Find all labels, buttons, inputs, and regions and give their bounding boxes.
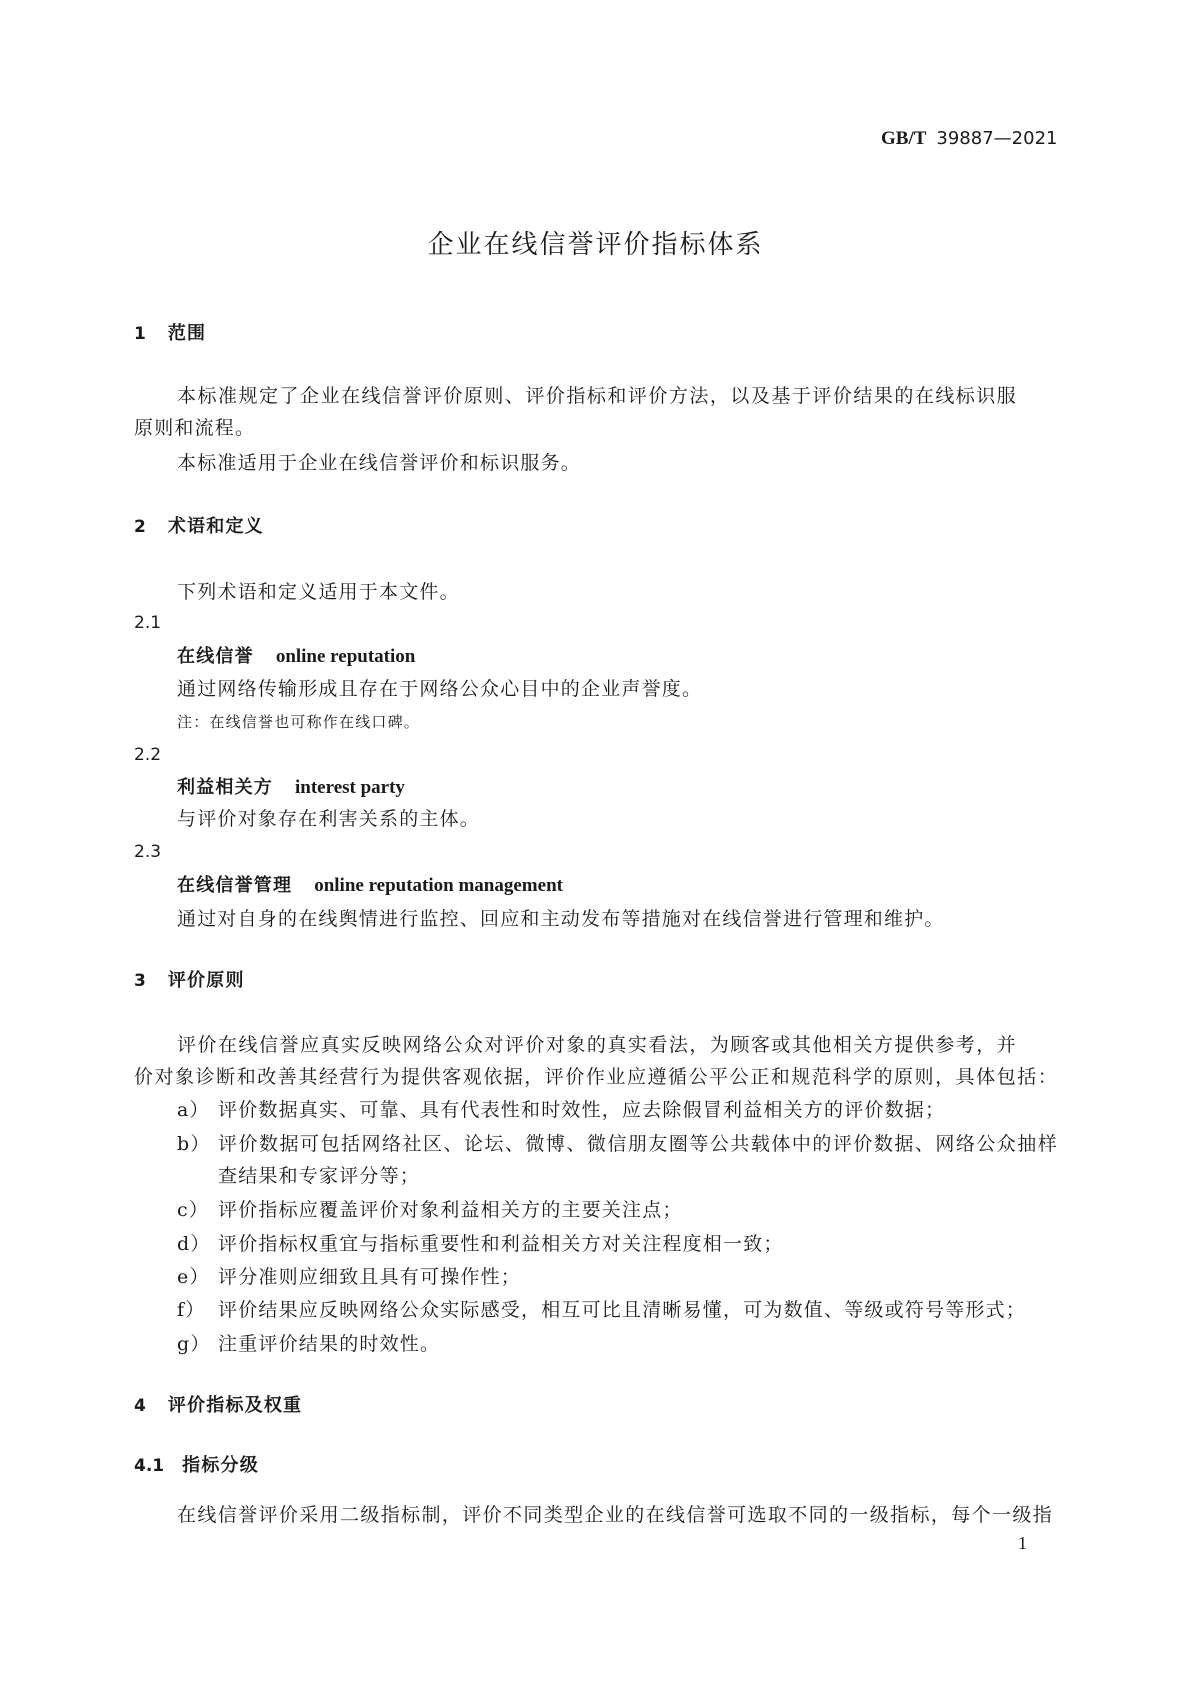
section-4-heading: 4 评价指标及权重 (134, 1395, 303, 1416)
term-number: 2.2 (134, 745, 162, 765)
term-heading: 在线信誉管理 online reputation management (177, 875, 563, 896)
term-heading: 利益相关方 interest party (177, 777, 405, 798)
list-item-label: g） (177, 1333, 211, 1355)
list-item-label: f） (177, 1299, 206, 1321)
term-definition: 通过对自身的在线舆情进行监控、回应和主动发布等措施对在线信誉进行管理和维护。 (177, 908, 945, 930)
section-3-heading: 3 评价原则 (134, 970, 245, 991)
paragraph-line: 本标准规定了企业在线信誉评价原则、评价指标和评价方法，以及基于评价结果的在线标识服 (177, 385, 1017, 407)
list-item: 评价指标权重宜与指标重要性和利益相关方对关注程度相一致； (218, 1233, 784, 1255)
list-item-label: a） (177, 1099, 210, 1121)
list-item: 评价指标应覆盖评价对象利益相关方的主要关注点； (218, 1199, 683, 1221)
list-item-label: d） (177, 1233, 211, 1255)
document-title: 企业在线信誉评价指标体系 (427, 230, 764, 260)
term-number: 2.3 (134, 842, 162, 862)
list-item: 评价结果应反映网络公众实际感受，相互可比且清晰易懂，可为数值、等级或符号等形式； (218, 1299, 1027, 1321)
term-number: 2.1 (134, 613, 162, 633)
term-heading: 在线信誉 online reputation (177, 646, 416, 667)
paragraph-line: 在线信誉评价采用二级指标制，评价不同类型企业的在线信誉可选取不同的一级指标，每个一级指 (177, 1504, 1053, 1526)
standard-number: GB/T 39887—2021 (881, 128, 1058, 149)
list-item: 评价数据可包括网络社区、论坛、微博、微信朋友圈等公共载体中的评价数据、网络公众抽样 (218, 1133, 1058, 1155)
paragraph-line: 评价在线信誉应真实反映网络公众对评价对象的真实看法，为顾客或其他相关方提供参考，并 (177, 1034, 1017, 1056)
paragraph-line: 价对象诊断和改善其经营行为提供客观依据，评价作业应遵循公平公正和规范科学的原则，具体包括： (134, 1066, 1058, 1088)
section-2-heading: 2 术语和定义 (134, 516, 264, 537)
list-item-continued: 查结果和专家评分等； (218, 1165, 421, 1187)
term-definition: 与评价对象存在利害关系的主体。 (177, 808, 481, 830)
term-definition: 通过网络传输形成且存在于网络公众心目中的企业声誉度。 (177, 678, 703, 700)
list-item-label: c） (177, 1199, 210, 1221)
section-1-heading: 1 范围 (134, 323, 207, 344)
paragraph: 本标准适用于企业在线信誉评价和标识服务。 (177, 452, 582, 474)
list-item: 评分准则应细致且具有可操作性； (218, 1266, 522, 1288)
section-4-1-heading: 4.1 指标分级 (134, 1455, 259, 1476)
list-item-label: e） (177, 1266, 210, 1288)
term-note: 注：在线信誉也可称作在线口碑。 (177, 713, 421, 731)
page-number: 1 (1018, 1533, 1027, 1553)
list-item: 评价数据真实、可靠、具有代表性和时效性，应去除假冒利益相关方的评价数据； (218, 1099, 946, 1121)
list-item: 注重评价结果的时效性。 (218, 1333, 441, 1355)
list-item-label: b） (177, 1133, 211, 1155)
paragraph-line: 原则和流程。 (134, 417, 256, 439)
paragraph: 下列术语和定义适用于本文件。 (177, 581, 460, 603)
